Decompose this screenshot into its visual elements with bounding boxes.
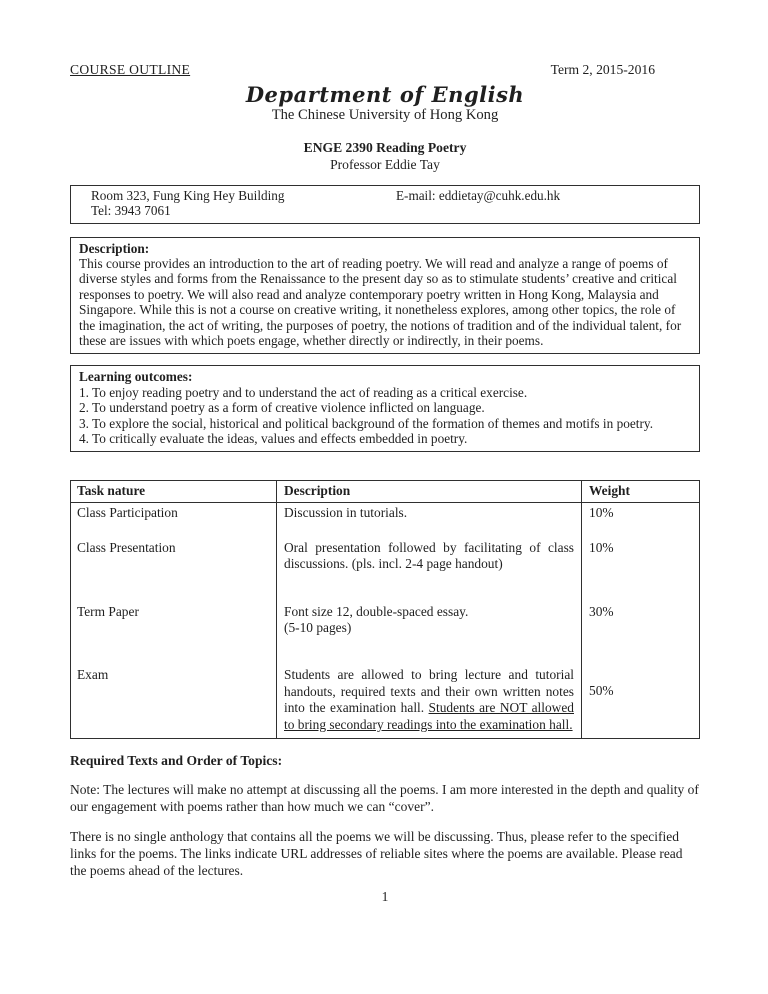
task-cell: Exam [71,639,277,738]
description-line: (5-10 pages) [284,620,352,636]
description-body: This course provides an introduction to the art of reading poetry. We will read and analyze a range of poems of diverse styles and forms from the Renaissance to the present day so as to stimulate students’ creative and critical responses to poetry. We will also read and analyze contemporary poetry written in Hong Kong, Malaysia and Singapore. While this is not a course on creative writing, it nonetheless explores, among other topics, the role of the imagination, the act of writing, the purposes of poetry, the notions of tradition and of the individual talent, for these are issues with which poets engage, whether directly or indirectly, in their poems. [79,256,682,349]
weight-cell: 50% [589,683,614,699]
task-cell: Term Paper [71,575,277,639]
room-line: Room 323, Fung King Hey Building [91,188,285,203]
task-cell: Class Participation [71,503,277,524]
outcomes-heading: Learning outcomes: [79,369,193,385]
outcome-item: 3. To explore the social, historical and political background of the formation of themes and motifs in poetry. [79,415,654,431]
contact-right-column [396,189,699,219]
page-number: 1 [381,889,389,905]
description-cell [277,639,582,738]
description-cell: Oral presentation followed by facilitating of class discussions. (pls. incl. 2-4 page handout) [277,524,582,575]
description-underlined-text: Students are NOT allowed to bring secondary readings into the examination hall. [284,700,574,732]
description-box [70,237,700,355]
required-texts-heading: Required Texts and Order of Topics: [70,753,283,769]
department-name: Department of English [245,82,525,107]
letterhead [70,83,700,173]
outcome-item: 1. To enjoy reading poetry and to understand the act of reading as a critical exercise. [79,384,528,400]
anthology-paragraph: There is no single anthology that contains all the poems we will be discussing. Thus, please refer to the specified links for the poems. The links indicate URL addresses of reliable sites where the poems are available. Please read the poems ahead of the lectures. [70,829,683,878]
description-text: Students are allowed to bring lecture and tutorial handouts, required texts and their own written notes into the examination hall. [284,667,574,716]
outcome-item: 2. To understand poetry as a form of creative violence inflicted on language. [79,400,485,416]
description-cell [277,575,582,639]
professor-name: Professor Eddie Tay [330,157,440,172]
task-cell: Class Presentation [71,524,277,575]
course-outline-label: COURSE OUTLINE [70,62,191,77]
description-line: Font size 12, double-spaced essay. [284,603,469,619]
weight-cell: 10% [589,505,614,521]
assessment-table [70,480,700,739]
column-header-task: Task nature [71,481,277,503]
note-paragraph: Note: The lectures will make no attempt at discussing all the poems. I am more interested in the depth and quality of our engagement with poems rather than how much we can “cover”. [70,782,699,815]
course-title: ENGE 2390 Reading Poetry [303,140,467,155]
column-header-description: Description [277,481,582,503]
column-header-weight: Weight [582,481,699,503]
description-cell: Discussion in tutorials. [277,503,582,524]
university-name: The Chinese University of Hong Kong [271,107,499,123]
description-heading: Description: [79,240,150,256]
term-label: Term 2, 2015-2016 [550,62,655,77]
outcome-item: 4. To critically evaluate the ideas, values and effects embedded in poetry. [79,431,468,447]
email-line: E-mail: eddietay@cuhk.edu.hk [396,188,561,203]
learning-outcomes-box [70,365,700,452]
weight-cell: 10% [589,539,614,555]
contact-box [70,185,700,224]
weight-cell: 30% [589,603,614,619]
contact-left-column [91,189,396,219]
top-header-row [70,62,700,78]
tel-line: Tel: 3943 7061 [91,202,171,218]
